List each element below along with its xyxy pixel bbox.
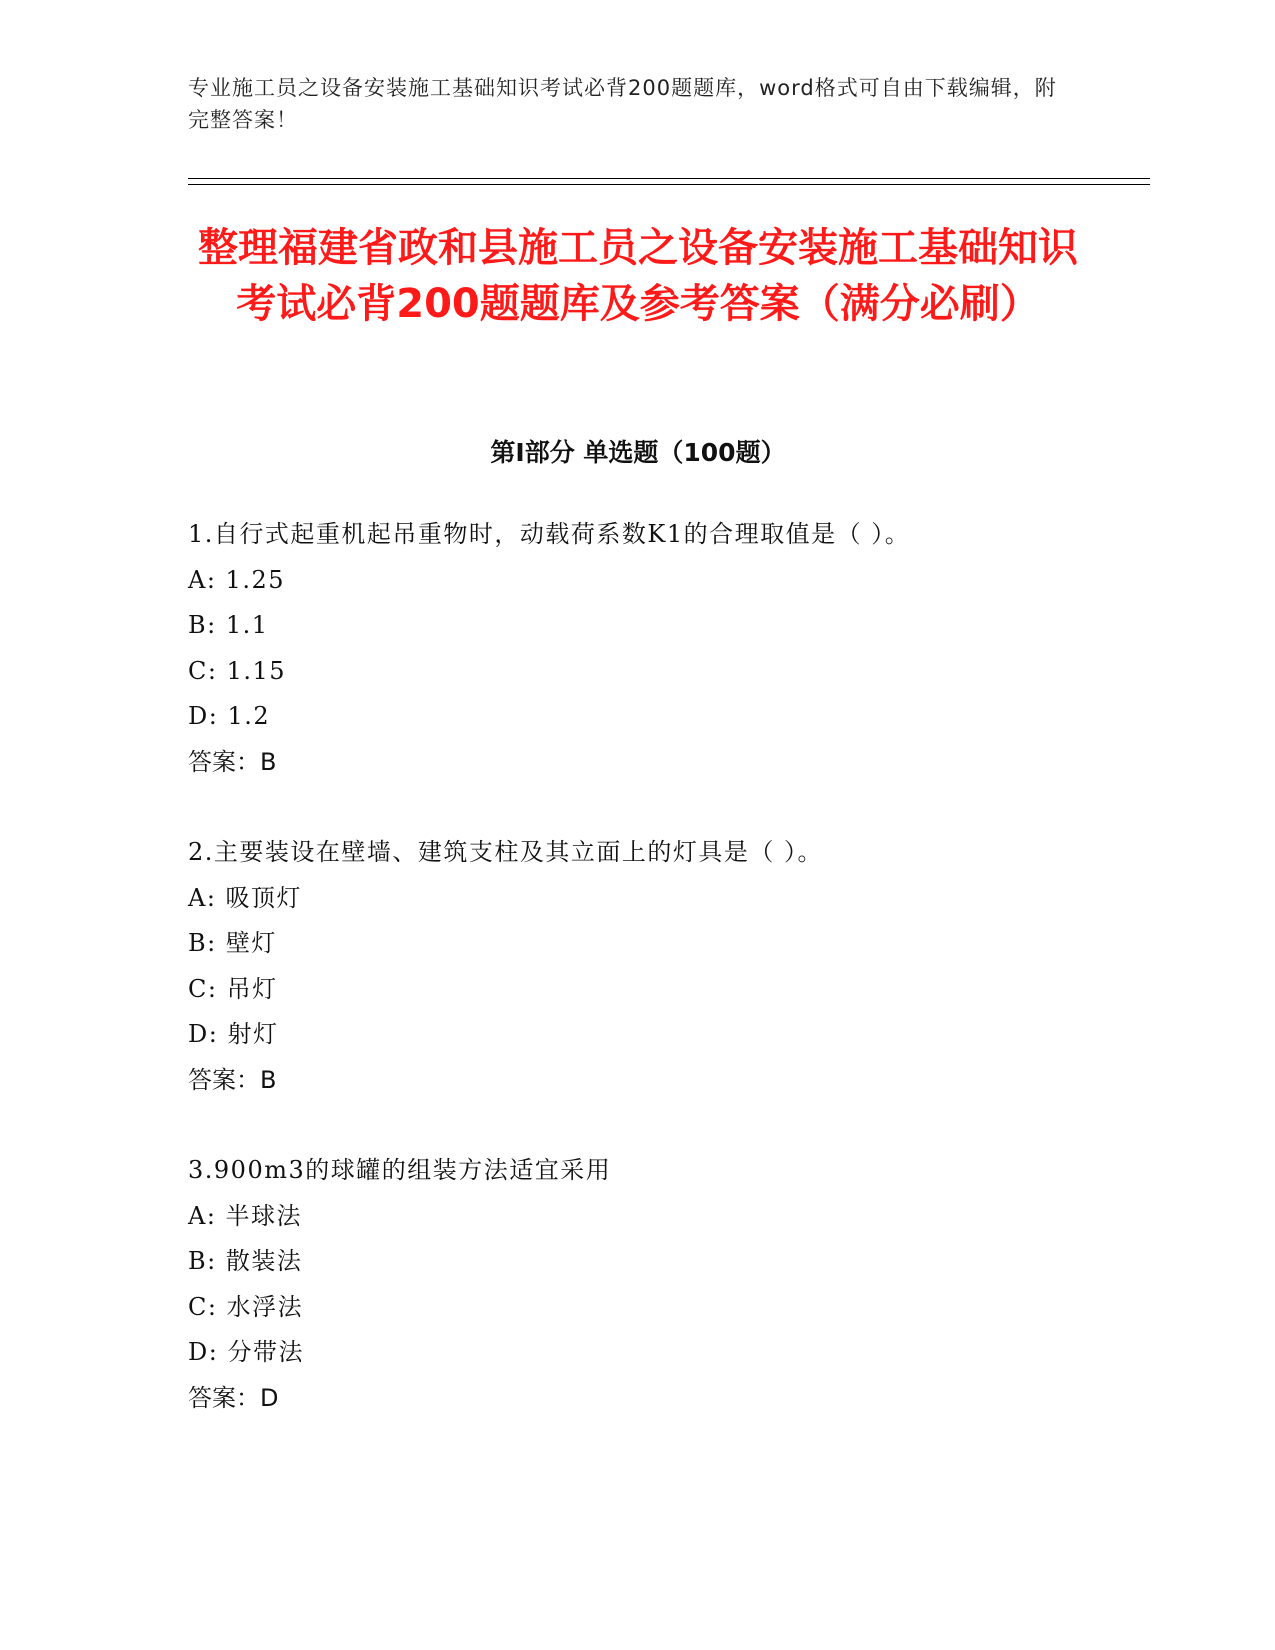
- option-c: C: 吊灯: [188, 974, 278, 1003]
- option-a: A: 半球法: [188, 1201, 303, 1230]
- option-c: C: 1.15: [188, 656, 287, 685]
- question-1: [188, 512, 1148, 785]
- option-a: A: 1.25: [188, 565, 285, 594]
- answer: 答案：D: [188, 1383, 279, 1412]
- option-d: D: 分带法: [188, 1338, 304, 1366]
- question-3: [188, 1148, 1148, 1421]
- question-stem: 2.主要装设在壁墙、建筑支柱及其立面上的灯具是（ ）。: [188, 838, 824, 866]
- option-c: C: 水浮法: [188, 1292, 304, 1321]
- answer: 答案：B: [188, 747, 277, 776]
- option-b: B: 1.1: [188, 611, 269, 639]
- question-2: [188, 830, 1148, 1103]
- option-b: B: 壁灯: [188, 929, 277, 957]
- section-title: 第I部分 单选题（100题）: [490, 438, 786, 467]
- header-rule-top: [188, 178, 1150, 179]
- question-stem: 1.自行式起重机起吊重物时，动载荷系数K1的合理取值是（ ）。: [188, 520, 911, 548]
- option-b: B: 散装法: [188, 1247, 303, 1275]
- answer: 答案：B: [188, 1065, 277, 1094]
- option-d: D: 射灯: [188, 1020, 279, 1048]
- option-d: D: 1.2: [188, 702, 271, 730]
- question-stem: 3.900m3的球罐的组装方法适宜采用: [188, 1156, 612, 1184]
- option-a: A: 吸顶灯: [188, 883, 303, 912]
- header-note: 专业施工员之设备安装施工基础知识考试必背200题题库，word格式可自由下载编辑，附完整答案！: [188, 76, 1057, 132]
- header-rule-bottom: [188, 184, 1150, 185]
- document-title: 整理福建省政和县施工员之设备安装施工基础知识考试必背200题题库及参考答案（满分必刷）: [198, 225, 1078, 327]
